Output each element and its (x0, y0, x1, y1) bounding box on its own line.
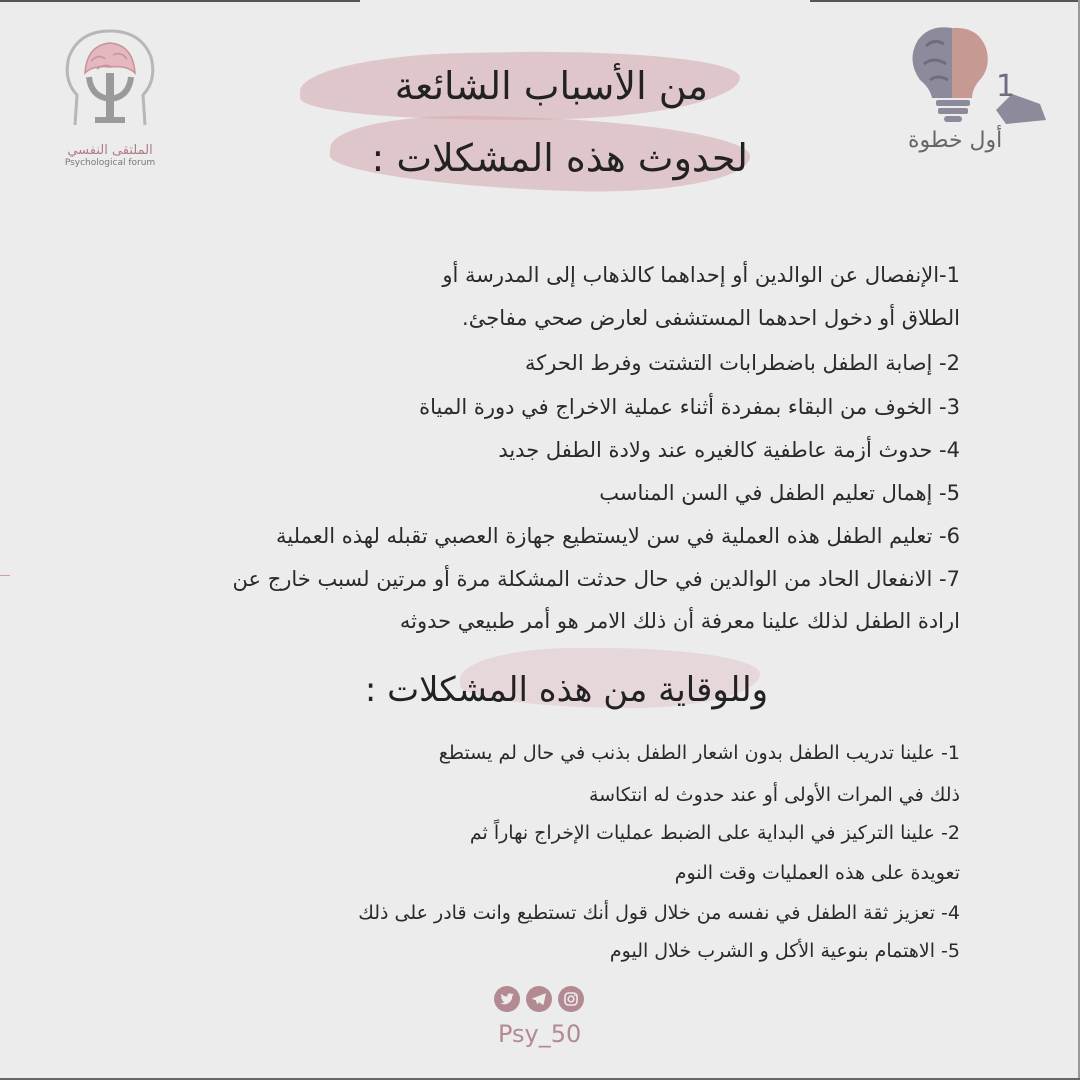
first-step-logo (900, 20, 1050, 170)
psi-head-icon (55, 25, 165, 137)
social-handle[interactable]: Psy_50 (498, 1020, 582, 1048)
prevention-line-2: 2- علينا التركيز في البداية على الضبط عمليات الإخراج نهاراً ثم (469, 822, 960, 844)
section2-title: وللوقاية من هذه المشكلات : (364, 670, 768, 710)
cause-line-6: 6- تعليم الطفل هذه العملية في سن لايستطيع جهازة العصبي تقبله لهذه العملية (276, 524, 960, 548)
prevention-line-2b: تعويدة على هذه العمليات وقت النوم (674, 862, 960, 884)
cause-line-4: 4- حدوث أزمة عاطفية كالغيره عند ولادة الطفل جديد (498, 438, 960, 462)
left-logo-caption-en: Psychological forum (64, 158, 156, 168)
psychological-forum-logo (55, 25, 165, 175)
twitter-icon[interactable] (494, 986, 520, 1012)
top-border-left (0, 0, 360, 2)
right-logo-caption: أول خطوة (908, 128, 1003, 153)
cause-line-3: 3- الخوف من البقاء بمفردة أثناء عملية الاخراج في دورة المياة (419, 395, 960, 419)
prevention-line-5: 5- الاهتمام بنوعية الأكل و الشرب خلال اليوم (609, 940, 960, 962)
cause-line-7: 7- الانفعال الحاد من الوالدين في حال حدثت المشكلة مرة أو مرتين لسبب خارج عن (232, 567, 960, 591)
cause-line-1b: الطلاق أو دخول احدهما المستشفى لعارض صحي مفاجئ. (462, 306, 960, 330)
top-border-right (810, 0, 1080, 2)
logo-digit: 1 (996, 69, 1016, 104)
section1-title-line1: من الأسباب الشائعة (394, 64, 708, 108)
left-tick-mark (0, 575, 10, 576)
prevention-line-1: 1- علينا تدريب الطفل بدون اشعار الطفل بذنب في حال لم يستطع (438, 742, 960, 764)
social-icons (494, 986, 590, 1014)
cause-line-7b: ارادة الطفل لذلك علينا معرفة أن ذلك الامر هو أمر طبيعي حدوثه (399, 609, 960, 633)
cause-line-5: 5- إهمال تعليم الطفل في السن المناسب (599, 481, 960, 505)
telegram-icon[interactable] (526, 986, 552, 1012)
instagram-icon[interactable] (558, 986, 584, 1012)
section1-title-line2: لحدوث هذه المشكلات : (371, 136, 748, 180)
cause-line-1: 1-الإنفصال عن الوالدين أو إحداهما كالذهاب إلى المدرسة أو (442, 263, 960, 287)
prevention-line-4: 4- تعزيز ثقة الطفل في نفسه من خلال قول أنك تستطيع وانت قادر على ذلك (358, 902, 960, 924)
brain-bulb-icon (900, 20, 1050, 130)
left-logo-caption-ar: الملتقى النفسي (67, 143, 153, 158)
cause-line-2: 2- إصابة الطفل باضطرابات التشتت وفرط الحركة (525, 351, 960, 375)
prevention-line-1b: ذلك في المرات الأولى أو عند حدوث له انتكاسة (588, 784, 960, 806)
